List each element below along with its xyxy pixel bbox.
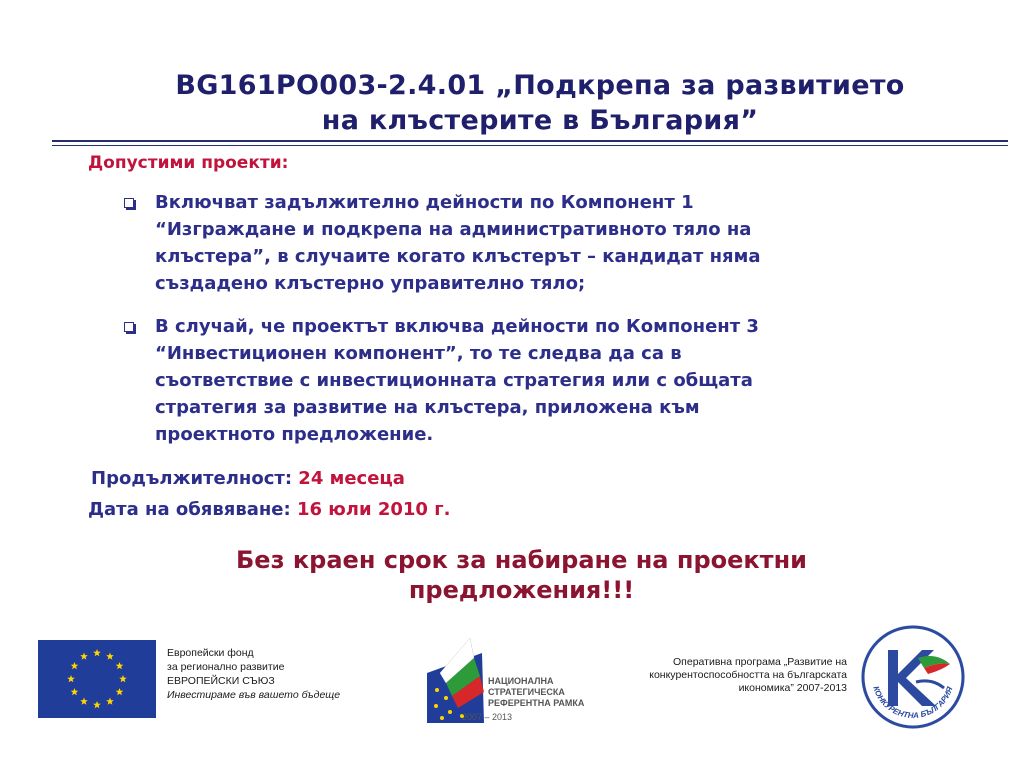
nsrf-line-2: СТРАТЕГИЧЕСКА bbox=[488, 687, 565, 697]
closing-line-1: Без краен срок за набиране на проектни bbox=[236, 546, 807, 574]
bullet-1-line-2: “Изграждане и подкрепа на административното тяло на bbox=[155, 219, 752, 240]
announce-date-line bbox=[88, 499, 450, 520]
bullet-item-2 bbox=[155, 313, 955, 448]
nsrf-logo bbox=[422, 628, 602, 726]
konkurentna-bulgaria-logo bbox=[858, 622, 968, 732]
eu-line-2: за регионално развитие bbox=[167, 661, 285, 673]
bullet-1-line-3: клъстера”, в случаите когато клъстерът – кандидат няма bbox=[155, 246, 761, 267]
op-line-3: икономика” 2007-2013 bbox=[738, 682, 847, 694]
bullet-1-line-1: Включват задължително дейности по Компонент 1 bbox=[155, 192, 694, 213]
bullet-2-line-5: проектното предложение. bbox=[155, 424, 434, 445]
bullet-2-line-2: “Инвестиционен компонент”, то те следва да са в bbox=[155, 343, 682, 364]
op-line-1: Оперативна програма „Развитие на bbox=[673, 656, 847, 668]
eu-flag-logo bbox=[38, 640, 156, 718]
announce-date-value: 16 юли 2010 г. bbox=[296, 499, 451, 520]
eu-line-1: Европейски фонд bbox=[167, 647, 254, 659]
title-line-1: BG161PO003-2.4.01 „Подкрепа за развитието bbox=[175, 70, 905, 101]
checkbox-bullet-icon bbox=[124, 322, 134, 332]
bullet-2-line-4: стратегия за развитие на клъстера, приложена към bbox=[155, 397, 700, 418]
bullet-2-line-3: съответствие с инвестиционната стратегия или с общата bbox=[155, 370, 753, 391]
checkbox-bullet-icon bbox=[124, 198, 134, 208]
closing-line-2: предложения!!! bbox=[408, 576, 635, 604]
announce-date-label: Дата на обявяване: bbox=[88, 499, 291, 520]
bullet-2-line-1: В случай, че проектът включва дейности по Компонент 3 bbox=[155, 316, 759, 337]
bullet-item-1 bbox=[155, 189, 955, 297]
slide-title bbox=[100, 68, 980, 138]
op-line-2: конкурентоспособността на българската bbox=[649, 669, 847, 681]
nsrf-line-3: РЕФЕРЕНТНА РАМКА bbox=[488, 698, 585, 708]
duration-label: Продължителност: bbox=[91, 468, 293, 489]
duration-value: 24 месеца bbox=[298, 468, 405, 489]
nsrf-years: 2007 – 2013 bbox=[462, 712, 513, 722]
bullet-1-line-4: създадено клъстерно управително тяло; bbox=[155, 273, 586, 294]
duration-line bbox=[91, 468, 405, 489]
closing-statement bbox=[100, 545, 943, 605]
operational-programme-text bbox=[610, 656, 847, 695]
title-divider-thin bbox=[52, 145, 1008, 146]
kb-logo-text: КОНКУРЕНТНА БЪЛГАРИЯ bbox=[871, 685, 955, 721]
title-line-2: на клъстерите в България” bbox=[321, 105, 759, 136]
title-divider bbox=[52, 140, 1008, 142]
section-label: Допустими проекти: bbox=[88, 153, 289, 173]
nsrf-line-1: НАЦИОНАЛНА bbox=[488, 676, 554, 686]
eu-slogan: Инвестираме във вашето бъдеще bbox=[167, 689, 341, 701]
eu-line-3: ЕВРОПЕЙСКИ СЪЮЗ bbox=[167, 675, 275, 687]
eu-fund-text bbox=[167, 646, 340, 702]
